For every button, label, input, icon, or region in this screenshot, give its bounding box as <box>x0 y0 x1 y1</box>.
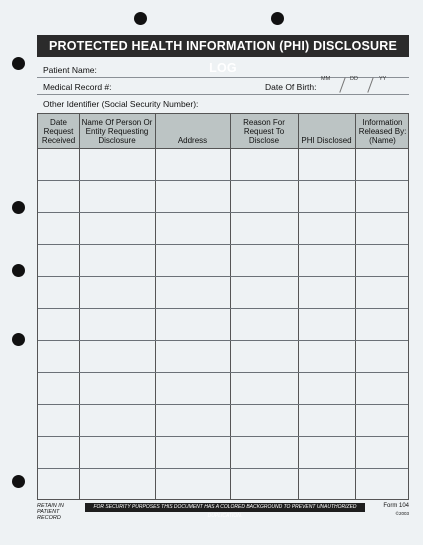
medical-record-line[interactable] <box>37 94 409 95</box>
binder-hole-top-right <box>271 12 284 25</box>
form-number <box>371 503 409 517</box>
binder-hole-side-4 <box>12 333 25 346</box>
table-row[interactable] <box>38 308 408 309</box>
form-title: PROTECTED HEALTH INFORMATION (PHI) DISCLOSURE LOG <box>37 35 409 57</box>
table-row[interactable] <box>38 276 408 277</box>
dob-separator-2 <box>367 77 373 92</box>
dob-separator-1 <box>339 77 345 92</box>
copyright-text: ©2003 <box>395 511 409 516</box>
medical-record-label: Medical Record #: <box>43 82 112 92</box>
dob-yy-label: YY <box>379 76 387 82</box>
retain-notice: RETAIN IN PATIENT RECORD <box>37 503 64 521</box>
table-row[interactable] <box>38 404 408 405</box>
col-header-requestor-name: Name Of Person Or Entity Requesting Disclosure <box>81 118 153 145</box>
col-header-reason: Reason For Request To Disclose <box>243 118 285 145</box>
table-row[interactable] <box>38 372 408 373</box>
table-row[interactable] <box>38 468 408 469</box>
col-header-address: Address <box>177 136 208 145</box>
col-header-date-request: Date Request Received <box>41 118 76 145</box>
binder-hole-top-left <box>134 12 147 25</box>
dob-label: Date Of Birth: <box>265 82 317 92</box>
column-divider <box>79 114 80 499</box>
table-row[interactable] <box>38 340 408 341</box>
security-notice-bar: FOR SECURITY PURPOSES THIS DOCUMENT HAS A COLORED BACKGROUND TO PREVENT UNAUTHORIZED DUPLICATION. <box>85 503 365 512</box>
disclosure-log-table <box>37 113 409 500</box>
table-row[interactable] <box>38 244 408 245</box>
patient-name-label: Patient Name: <box>43 65 97 75</box>
table-row[interactable] <box>38 180 408 181</box>
column-divider <box>155 114 156 499</box>
form-number-text: Form 104 <box>383 503 409 509</box>
table-row[interactable] <box>38 436 408 437</box>
column-divider <box>230 114 231 499</box>
dob-dd-label: DD <box>350 76 358 82</box>
col-header-phi-disclosed: PHI Disclosed <box>301 136 352 145</box>
other-identifier-label: Other Identifier (Social Security Number): <box>43 99 199 109</box>
table-row[interactable] <box>38 212 408 213</box>
dob-mm-label: MM <box>321 76 331 82</box>
column-divider <box>355 114 356 499</box>
binder-hole-side-2 <box>12 201 25 214</box>
column-divider <box>298 114 299 499</box>
col-header-released-by: Information Released By: (Name) <box>358 118 407 145</box>
binder-hole-side-3 <box>12 264 25 277</box>
binder-hole-side-5 <box>12 475 25 488</box>
binder-hole-side-1 <box>12 57 25 70</box>
